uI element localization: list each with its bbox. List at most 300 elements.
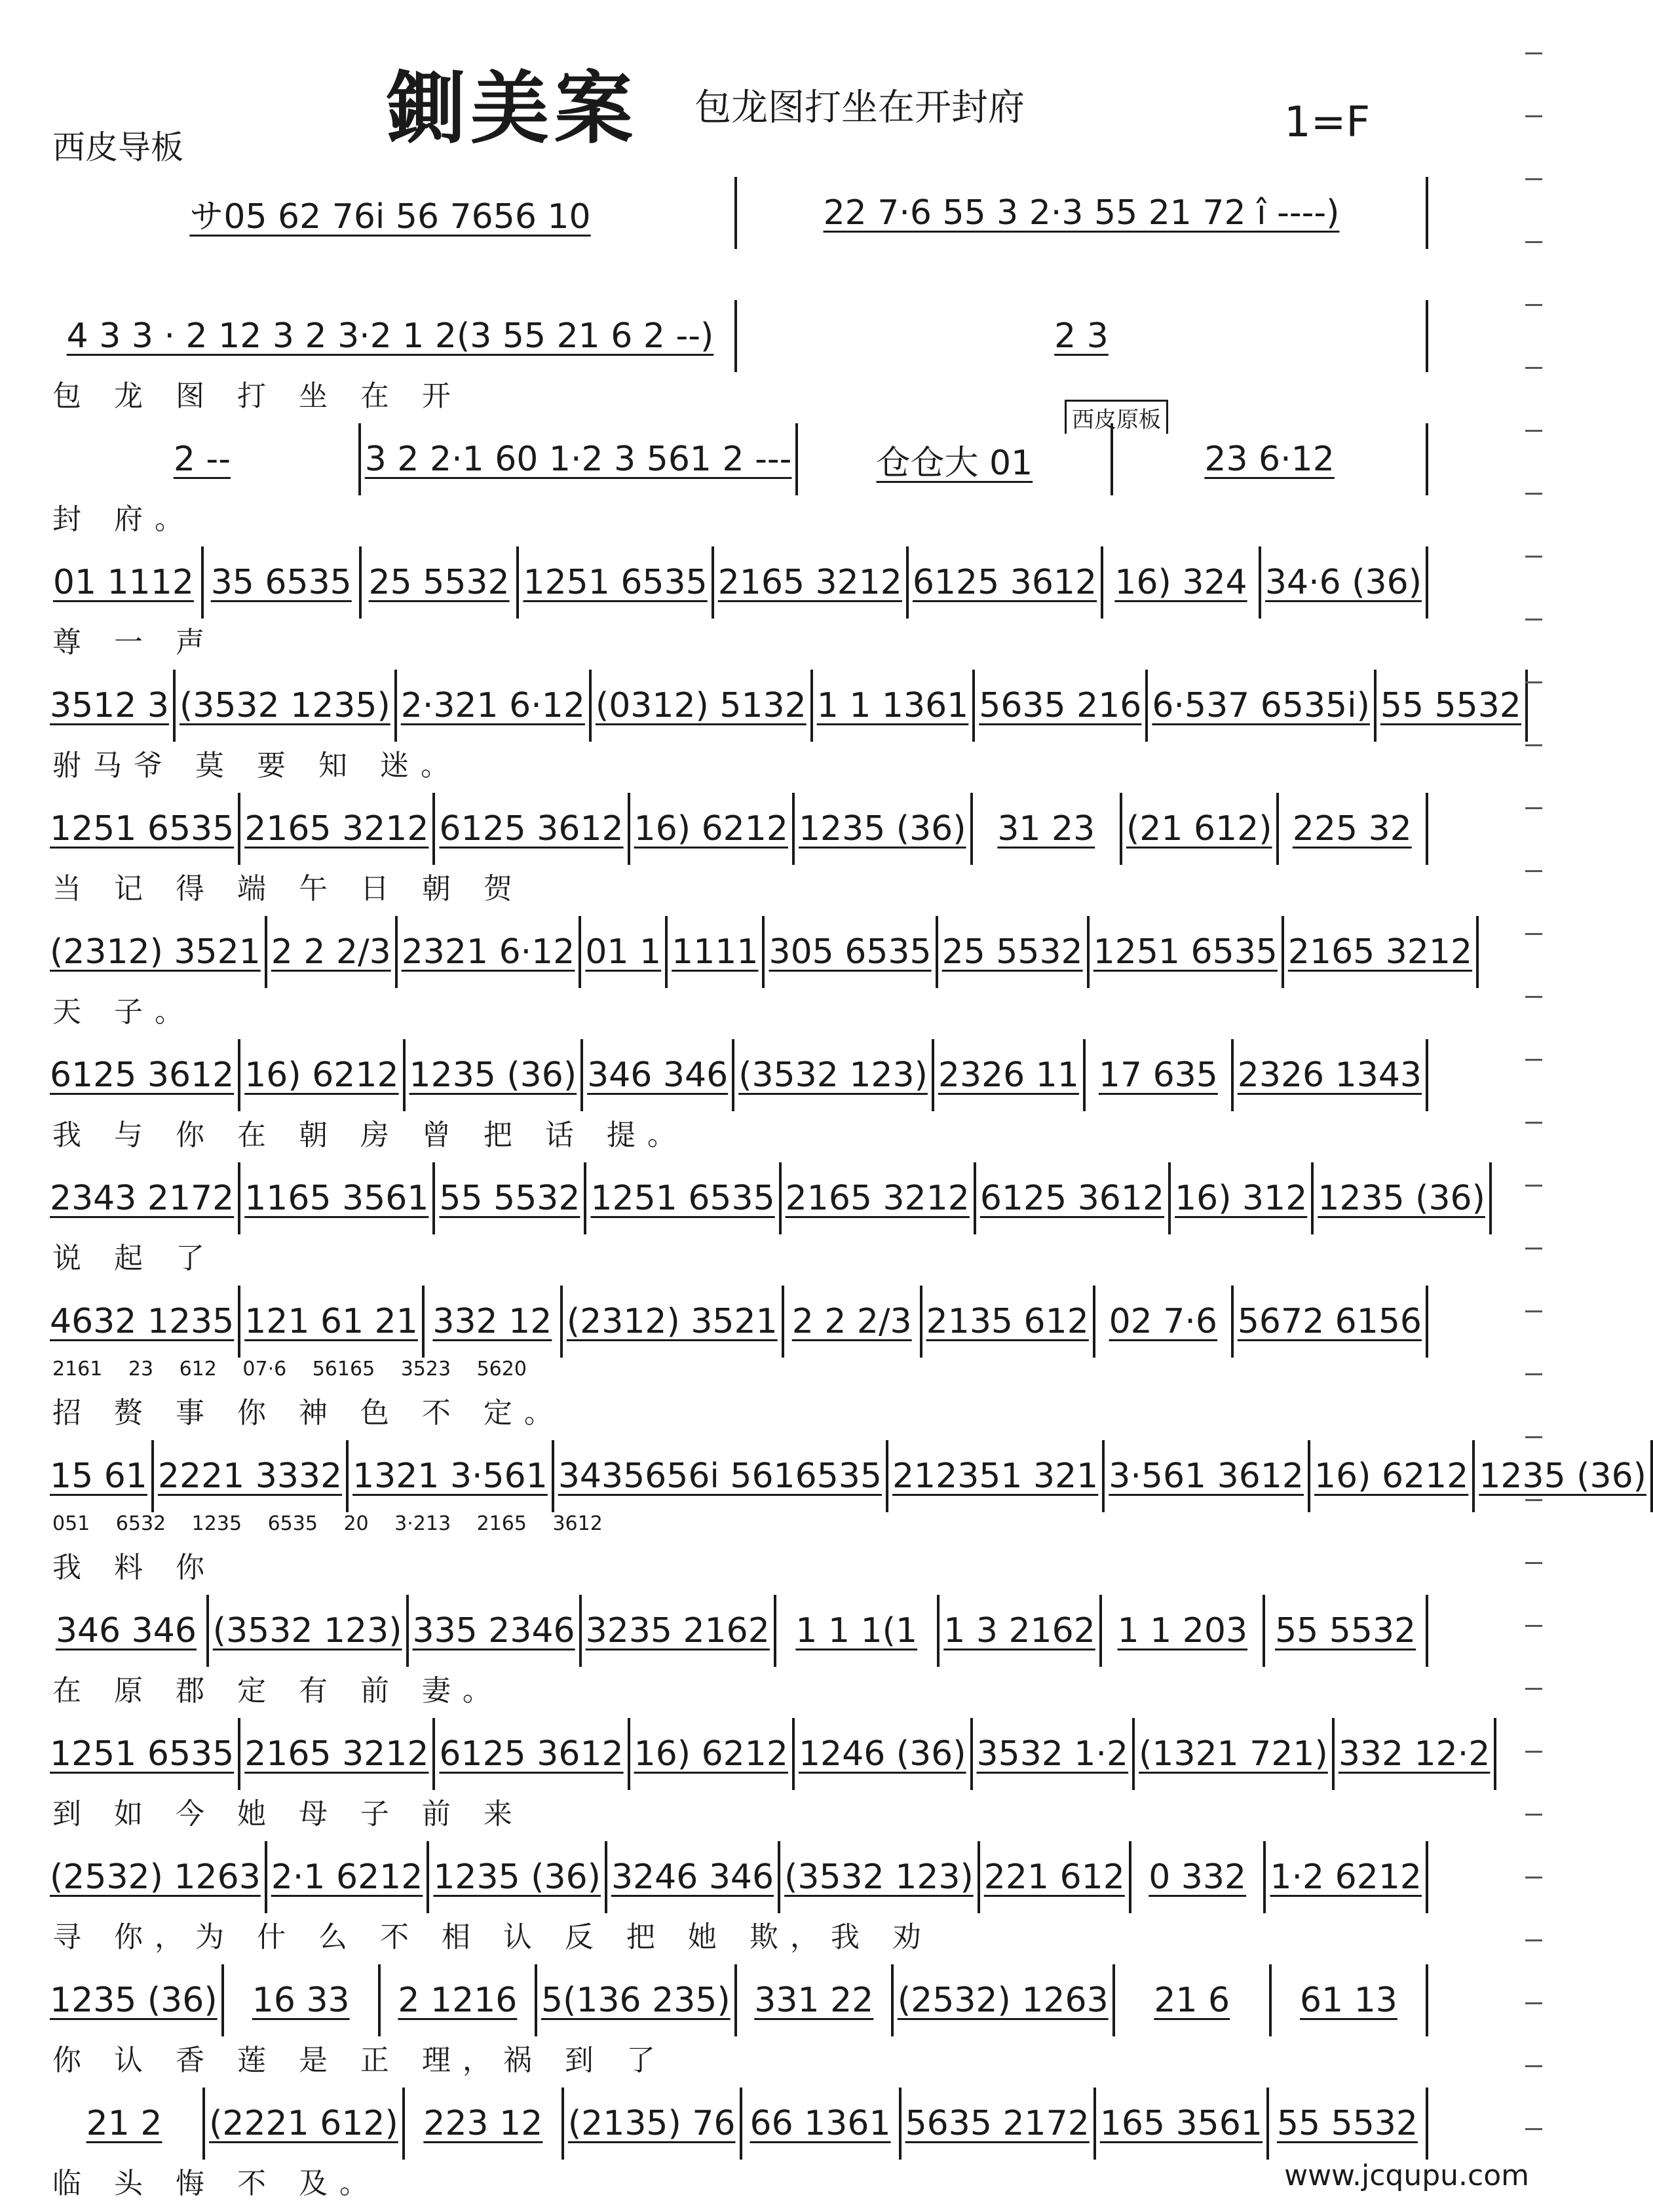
- measure-notes: 2·321 6·12: [400, 686, 585, 725]
- lyrics-line: 你 认 香 莲 是 正 理，祸 到 了: [52, 2044, 667, 2077]
- measure: [46, 2088, 205, 2160]
- score-row: [46, 1440, 1646, 1595]
- measure: [592, 670, 813, 742]
- measure-notes: 2 2 2/3: [271, 932, 391, 972]
- measure-notes: (2532) 1263: [50, 1858, 261, 1897]
- measure: [349, 1440, 554, 1512]
- measure: [742, 2088, 902, 2160]
- notation-line: [46, 300, 1428, 372]
- measure: [765, 916, 938, 988]
- measure-notes: 3246 346: [611, 1858, 774, 1897]
- margin-tick: [1525, 2128, 1542, 2130]
- notation-line: [46, 1841, 1428, 1913]
- measure: [1086, 1039, 1234, 1111]
- measure: [776, 1595, 940, 1667]
- measure-notes: 1165 3561: [244, 1179, 429, 1218]
- measure-notes: 16) 6212: [634, 809, 788, 849]
- measure: [1279, 793, 1428, 865]
- measure-notes: 1235 (36): [1318, 1179, 1485, 1218]
- margin-tick: [1525, 178, 1542, 180]
- margin-tick: [1525, 1499, 1542, 1501]
- measure: [554, 1440, 888, 1512]
- score-row: [46, 2088, 1428, 2211]
- measure-notes: 31 23: [997, 809, 1095, 849]
- measure: [795, 793, 973, 865]
- measure-notes: 2321 6·12: [401, 932, 575, 972]
- measure: [1284, 916, 1479, 988]
- measure-notes: 1321 3·561: [352, 1457, 548, 1496]
- measure-notes: 3 2 2·1 60 1·2 3 561 2 ---: [364, 440, 792, 479]
- measure: [435, 1718, 630, 1790]
- measure-notes: 17 635: [1098, 1056, 1218, 1095]
- margin-tick: [1525, 115, 1542, 117]
- measure-notes: 6125 3612: [439, 1734, 624, 1774]
- measure-notes: 5672 6156: [1237, 1302, 1422, 1341]
- measure-notes: 35 6535: [210, 563, 352, 602]
- lyrics-line: [46, 249, 1428, 300]
- score-subtitle: 包龙图打坐在开封府: [694, 86, 1025, 129]
- lyrics-line: 包 龙 图 打 坐 在 开: [52, 379, 463, 413]
- measure: [240, 1286, 425, 1358]
- measure-notes: 2·1 6212: [271, 1858, 423, 1897]
- margin-tick: [1525, 1185, 1542, 1187]
- margin-tick: [1525, 1625, 1542, 1627]
- notation-line: [46, 1964, 1428, 2036]
- measure: [737, 177, 1428, 249]
- measure-notes: 1 3 2162: [943, 1611, 1095, 1650]
- measure-notes: 16) 324: [1114, 563, 1247, 602]
- measure-notes: 16 33: [252, 1981, 350, 2020]
- measure: [46, 1440, 154, 1512]
- margin-tick: [1525, 1373, 1542, 1375]
- measure: [894, 1964, 1115, 2036]
- measure: [1272, 1964, 1428, 2036]
- margin-tick: [1525, 807, 1542, 809]
- measure: [362, 546, 520, 619]
- measure-notes: 3435656i 5616535: [558, 1457, 882, 1496]
- measure-notes: 2165 3212: [717, 563, 902, 602]
- margin-tick: [1525, 2065, 1542, 2067]
- measure: [240, 1162, 435, 1234]
- notation-line: [46, 670, 1521, 742]
- margin-tick: [1525, 367, 1542, 369]
- notation-line: [46, 177, 1428, 249]
- measure: [888, 1440, 1105, 1512]
- measure: [909, 546, 1103, 619]
- lyrics-line: 在 原 郡 定 有 前 妻。: [52, 1674, 503, 1707]
- measure-notes: 1246 (36): [798, 1734, 966, 1774]
- measure: [267, 1841, 430, 1913]
- margin-tick: [1525, 1939, 1542, 1941]
- lyrics-line: 我 与 你 在 朝 房 曾 把 话 提。: [52, 1118, 688, 1152]
- alt-notation-line: 2161 23 612 07·6 56165 3523 5620: [52, 1358, 527, 1381]
- key-signature: 1=F: [1284, 98, 1371, 147]
- measure-notes: 16) 312: [1175, 1179, 1308, 1218]
- score-row: [46, 793, 1428, 916]
- measure: [429, 1841, 607, 1913]
- score-row: [46, 1286, 1428, 1440]
- measure-notes: 16) 6212: [1314, 1457, 1469, 1496]
- margin-tick: [1525, 1688, 1542, 1690]
- notation-line: [46, 1718, 1491, 1790]
- measure-notes: (3532 123): [784, 1858, 974, 1897]
- measure: [1266, 1841, 1428, 1913]
- score-row: [46, 916, 1473, 1039]
- measure: [583, 1039, 734, 1111]
- measure-notes: 55 5532: [1380, 686, 1521, 725]
- margin-tick: [1525, 1122, 1542, 1124]
- measure: [607, 1841, 780, 1913]
- measure: [668, 916, 765, 988]
- measure-notes: 332 12·2: [1338, 1734, 1491, 1774]
- margin-ticks: [1523, 0, 1542, 2212]
- score-row: [46, 300, 1428, 423]
- margin-tick: [1525, 1877, 1542, 1878]
- measure: [205, 2088, 405, 2160]
- measure-notes: 4 3 3 · 2 12 3 2 3·2 1 2(3 55 21 6 2 --): [66, 316, 714, 356]
- measure: [204, 546, 362, 619]
- measure: [922, 1286, 1095, 1358]
- watermark: www.jcqupu.com: [1284, 2159, 1529, 2192]
- measure: [1234, 1039, 1428, 1111]
- measure-notes: 3532 1·2: [976, 1734, 1129, 1774]
- measure: [240, 793, 435, 865]
- measure-notes: 1251 6535: [1093, 932, 1278, 972]
- measure-notes: 2 1216: [398, 1981, 518, 2020]
- margin-tick: [1525, 996, 1542, 998]
- measure-notes: 2165 3212: [785, 1179, 970, 1218]
- score-body: [46, 177, 1646, 2211]
- measure: [973, 793, 1122, 865]
- measure-notes: 55 5532: [1276, 2104, 1418, 2143]
- measure: [209, 1595, 409, 1667]
- measure-notes: 01 1: [585, 932, 662, 972]
- margin-tick: [1525, 681, 1542, 683]
- measure: [813, 670, 976, 742]
- notation-line: [46, 793, 1428, 865]
- measure-notes: (2221 612): [209, 2104, 398, 2143]
- notation-line: [46, 1039, 1428, 1111]
- measure: [425, 1286, 563, 1358]
- measure-notes: (1321 721): [1139, 1734, 1328, 1774]
- measure: [46, 1964, 224, 2036]
- lyrics-line: 寻 你，为 什 么 不 相 认 反 把 她 欺，我 劝: [52, 1920, 933, 1954]
- measure: [46, 1595, 209, 1667]
- measure-notes: 346 346: [55, 1611, 197, 1650]
- score-title: 鍘美案: [387, 62, 638, 155]
- measure-notes: 2 2 2/3: [791, 1302, 912, 1341]
- measure: [46, 1718, 240, 1790]
- measure: [1148, 670, 1376, 742]
- measure: [980, 1841, 1131, 1913]
- measure-notes: 3·561 3612: [1109, 1457, 1304, 1496]
- measure: [46, 1162, 240, 1234]
- measure-notes: 121 61 21: [244, 1302, 418, 1341]
- measure: [267, 916, 398, 988]
- measure: [737, 1964, 894, 2036]
- measure-notes: (2312) 3521: [566, 1302, 778, 1341]
- measure: [46, 423, 361, 495]
- measure-notes: (2532) 1263: [897, 1981, 1109, 2020]
- measure: [224, 1964, 381, 2036]
- score-row: [46, 177, 1428, 300]
- notation-line: [46, 1162, 1485, 1234]
- measure-notes: 2 3: [1054, 316, 1109, 356]
- notation-line: [46, 1595, 1428, 1667]
- measure: [582, 1595, 776, 1667]
- measure-notes: 212351 321: [892, 1457, 1099, 1496]
- score-row: [46, 1718, 1491, 1841]
- measure: [1115, 1964, 1272, 2036]
- measure-notes: (3532 123): [212, 1611, 402, 1650]
- measure: [795, 1718, 973, 1790]
- measure: [1113, 423, 1428, 495]
- score-row: [46, 1595, 1428, 1718]
- measure-notes: 1235 (36): [798, 809, 966, 849]
- measure: [734, 1039, 934, 1111]
- score-row: [46, 423, 1428, 546]
- measure-notes: 2165 3212: [244, 1734, 429, 1774]
- measure-notes: 66 1361: [750, 2104, 891, 2143]
- lyrics-line: 招 赘 事 你 神 色 不 定。: [52, 1396, 565, 1430]
- measure: [1135, 1718, 1335, 1790]
- measure-notes: 2221 3332: [157, 1457, 343, 1496]
- measure: [902, 2088, 1096, 2160]
- measure-notes: 16) 6212: [244, 1056, 399, 1095]
- lyrics-line: 到 如 今 她 母 子 前 来: [52, 1797, 524, 1831]
- score-row: [46, 546, 1428, 670]
- measure-notes: 21 2: [86, 2104, 162, 2143]
- alt-notation-line: 051 6532 1235 6535 20 3·213 2165 3612: [52, 1512, 603, 1535]
- measure: [973, 1718, 1135, 1790]
- measure: [1377, 670, 1528, 742]
- score-row: [46, 1841, 1428, 1964]
- margin-tick: [1525, 870, 1542, 872]
- measure: [240, 1718, 435, 1790]
- score-row: [46, 670, 1521, 793]
- margin-tick: [1525, 1751, 1542, 1753]
- measure: [46, 1039, 240, 1111]
- margin-tick: [1525, 493, 1542, 495]
- measure: [1090, 916, 1284, 988]
- measure: [934, 1039, 1086, 1111]
- measure-notes: 335 2346: [412, 1611, 575, 1650]
- margin-tick: [1525, 1248, 1542, 1249]
- margin-tick: [1525, 241, 1542, 243]
- measure-notes: 305 6535: [769, 932, 932, 972]
- measure-notes: (2312) 3521: [50, 932, 261, 972]
- lyrics-line: 说 起 了: [52, 1242, 216, 1275]
- measure: [1095, 1286, 1234, 1358]
- measure: [784, 1286, 922, 1358]
- measure-notes: 1 1 1(1: [795, 1611, 918, 1650]
- measure-notes: 2165 3212: [244, 809, 429, 849]
- score-row: [46, 1039, 1428, 1162]
- measure-notes: 165 3561: [1099, 2104, 1263, 2143]
- measure: [976, 1162, 1171, 1234]
- notation-line: [46, 1286, 1428, 1358]
- measure: [46, 670, 176, 742]
- measure: [409, 1595, 582, 1667]
- measure-notes: 0 332: [1149, 1858, 1247, 1897]
- measure-notes: 6125 3612: [439, 809, 624, 849]
- measure-notes: 2326 11: [938, 1056, 1079, 1095]
- measure-notes: 2326 1343: [1237, 1056, 1422, 1095]
- measure: [581, 916, 668, 988]
- measure: [46, 1286, 240, 1358]
- measure: [630, 1718, 795, 1790]
- measure: [405, 2088, 564, 2160]
- measure-notes: 34·6 (36): [1264, 563, 1422, 602]
- score-row: [46, 1162, 1485, 1286]
- measure-notes: 25 5532: [368, 563, 510, 602]
- margin-tick: [1525, 1562, 1542, 1564]
- measure: [1102, 1595, 1265, 1667]
- measure-notes: 5635 2172: [905, 2104, 1090, 2143]
- measure-notes: 1251 6535: [590, 1179, 775, 1218]
- lyrics-line: 我 料 你: [52, 1551, 216, 1584]
- measure: [563, 1286, 784, 1358]
- measure: [46, 300, 737, 372]
- measure: [782, 1162, 976, 1234]
- notation-line: [46, 2088, 1428, 2160]
- measure: [381, 1964, 537, 2036]
- notation-line: [46, 423, 1428, 495]
- measure-notes: 22 7·6 55 3 2·3 55 21 72 î ----): [823, 193, 1340, 233]
- measure-notes: 1235 (36): [433, 1858, 601, 1897]
- measure: [361, 423, 799, 495]
- measure: [46, 177, 737, 249]
- measure-notes: 6125 3612: [50, 1056, 235, 1095]
- lyrics-line: 尊 一 声: [52, 626, 216, 659]
- measure-notes: (3532 1235): [179, 686, 390, 725]
- measure-notes: 1251 6535: [50, 1734, 235, 1774]
- measure: [1103, 546, 1261, 619]
- measure-notes: (2135) 76: [567, 2104, 736, 2143]
- measure: [1122, 793, 1279, 865]
- notation-line: [46, 546, 1428, 619]
- measure-notes: 1235 (36): [50, 1981, 218, 2020]
- measure-notes: 2 --: [173, 440, 231, 479]
- measure-notes: 16) 6212: [634, 1734, 788, 1774]
- measure: [1105, 1440, 1310, 1512]
- measure: [1171, 1162, 1314, 1234]
- measure-notes: (21 612): [1126, 809, 1272, 849]
- measure-notes: (3532 123): [738, 1056, 928, 1095]
- measure-notes: 1·2 6212: [1270, 1858, 1422, 1897]
- measure-notes: 4632 1235: [50, 1302, 235, 1341]
- lyrics-line: 临 头 悔 不 及。: [52, 2167, 380, 2200]
- measure: [46, 546, 204, 619]
- measure: [435, 793, 630, 865]
- margin-tick: [1525, 2002, 1542, 2004]
- measure-notes: 6125 3612: [979, 1179, 1165, 1218]
- score-row: [46, 1964, 1428, 2088]
- margin-tick: [1525, 1310, 1542, 1312]
- measure: [1261, 546, 1428, 619]
- measure-notes: 332 12: [432, 1302, 552, 1341]
- measure-notes: 1 1 203: [1117, 1611, 1248, 1650]
- measure-notes: 仓仓大 01: [876, 443, 1033, 483]
- measure: [406, 1039, 584, 1111]
- measure: [46, 1841, 267, 1913]
- measure-notes: 55 5532: [1275, 1611, 1416, 1650]
- measure: [1096, 2088, 1269, 2160]
- margin-tick: [1525, 1814, 1542, 1816]
- lyrics-line: 驸马爷 莫 要 知 迷。: [52, 749, 461, 782]
- measure-notes: 2165 3212: [1287, 932, 1473, 972]
- measure: [519, 546, 713, 619]
- margin-tick: [1525, 744, 1542, 746]
- measure: [630, 793, 795, 865]
- measure-notes: 55 5532: [439, 1179, 580, 1218]
- measure-notes: 01 1112: [52, 563, 194, 602]
- margin-tick: [1525, 1059, 1542, 1061]
- margin-tick: [1525, 430, 1542, 432]
- lyrics-line: 天 子。: [52, 995, 195, 1029]
- measure: [46, 916, 267, 988]
- measure: [46, 793, 240, 865]
- measure-notes: 221 612: [983, 1858, 1125, 1897]
- measure-notes: 346 346: [587, 1056, 729, 1095]
- measure-notes: 02 7·6: [1109, 1302, 1217, 1341]
- measure: [1131, 1841, 1266, 1913]
- measure-notes: 15 61: [50, 1457, 147, 1496]
- measure-notes: 3512 3: [50, 686, 169, 725]
- measure-notes: 1 1 1361: [816, 686, 969, 725]
- measure-notes: 6·537 6535i): [1152, 686, 1370, 725]
- measure-notes: 25 5532: [941, 932, 1083, 972]
- measure: [564, 2088, 742, 2160]
- measure-notes: (0312) 5132: [595, 686, 807, 725]
- measure-notes: 21 6: [1154, 1981, 1230, 2020]
- measure: [975, 670, 1148, 742]
- mode-label: 西皮导板: [52, 128, 183, 166]
- measure: [398, 916, 582, 988]
- measure: [940, 1595, 1103, 1667]
- measure-notes: 331 22: [754, 1981, 874, 2020]
- measure: [780, 1841, 980, 1913]
- measure: [1475, 1440, 1653, 1512]
- measure: [176, 670, 397, 742]
- measure-notes: 5635 216: [979, 686, 1142, 725]
- measure: [798, 423, 1113, 495]
- margin-tick: [1525, 556, 1542, 558]
- measure-notes: 23 6·12: [1204, 440, 1335, 479]
- lyrics-line: 封 府。: [52, 503, 195, 536]
- measure-notes: 225 32: [1292, 809, 1412, 849]
- measure: [397, 670, 592, 742]
- measure: [1314, 1162, 1492, 1234]
- margin-tick: [1525, 619, 1542, 620]
- measure: [435, 1162, 586, 1234]
- measure-notes: 1251 6535: [523, 563, 708, 602]
- measure-notes: 61 13: [1300, 1981, 1397, 2020]
- margin-tick: [1525, 304, 1542, 306]
- measure-notes: 2343 2172: [50, 1179, 235, 1218]
- measure: [737, 300, 1428, 372]
- measure: [586, 1162, 781, 1234]
- measure: [537, 1964, 737, 2036]
- measure-notes: 6125 3612: [912, 563, 1097, 602]
- measure-notes: 3235 2162: [585, 1611, 770, 1650]
- measure: [1335, 1718, 1497, 1790]
- measure-notes: 1235 (36): [1479, 1457, 1646, 1496]
- measure-notes: 1235 (36): [409, 1056, 577, 1095]
- section-label: 西皮原板: [1065, 400, 1168, 434]
- measure-notes: 1111: [672, 932, 759, 972]
- measure: [154, 1440, 349, 1512]
